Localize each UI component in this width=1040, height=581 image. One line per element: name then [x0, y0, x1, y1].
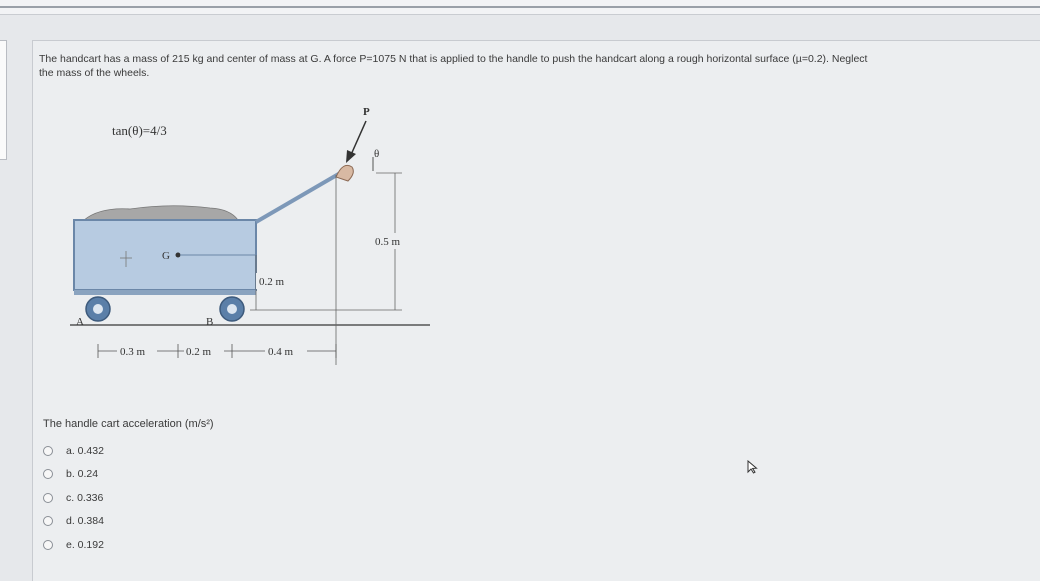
tan-theta-label: tan(θ)=4/3 [112, 123, 167, 138]
force-arrow [350, 121, 366, 157]
option-label: c. 0.336 [66, 491, 104, 504]
option-e[interactable] [43, 533, 104, 557]
cart-handle [256, 172, 342, 222]
hand-grip [336, 165, 353, 181]
radio-button[interactable] [43, 446, 53, 456]
option-label: d. 0.384 [66, 515, 104, 528]
dim-05-label: 0.5 m [375, 236, 401, 248]
option-label: e. 0.192 [66, 538, 104, 551]
question-text [39, 52, 1029, 80]
g-label: G [162, 250, 170, 262]
option-label: b. 0.24 [66, 468, 99, 481]
dim-03-label: 0.3 m [120, 346, 146, 358]
answer-options [43, 439, 104, 557]
option-d[interactable] [43, 510, 104, 534]
wheel-a-hub [93, 304, 103, 314]
a-label: A [76, 316, 84, 328]
radio-button[interactable] [43, 469, 53, 479]
cart-frame [74, 290, 256, 295]
gravel-load [84, 206, 238, 220]
dim-02-label: 0.2 m [186, 346, 212, 358]
option-label: a. 0.432 [66, 444, 104, 457]
option-a[interactable] [43, 439, 104, 463]
radio-button[interactable] [43, 516, 53, 526]
force-arrow-head [346, 150, 356, 163]
option-c[interactable] [43, 486, 104, 510]
theta-label: θ [374, 148, 380, 160]
dim-02-height-label: 0.2 m [259, 276, 285, 288]
center-of-mass [176, 253, 181, 258]
b-label: B [206, 316, 214, 328]
radio-button[interactable] [43, 493, 53, 503]
answer-prompt: The handle cart acceleration (m/s²) [43, 418, 214, 430]
wheel-b-hub [227, 304, 237, 314]
top-divider [0, 6, 1040, 8]
handcart-diagram [60, 95, 460, 380]
radio-button[interactable] [43, 540, 53, 550]
dim-04-label: 0.4 m [268, 346, 294, 358]
question-line-2: the mass of the wheels. [39, 67, 150, 79]
mouse-cursor-icon [746, 460, 760, 474]
question-line-1: The handcart has a mass of 215 kg and center of mass at G. A force P=1075 N that is applied to the handle to push the handcart along a rough horizontal surface (µ=0.2). Neglect [39, 53, 868, 65]
left-edge-tab [0, 40, 7, 160]
force-p-label: P [363, 106, 370, 118]
option-b[interactable] [43, 463, 104, 487]
